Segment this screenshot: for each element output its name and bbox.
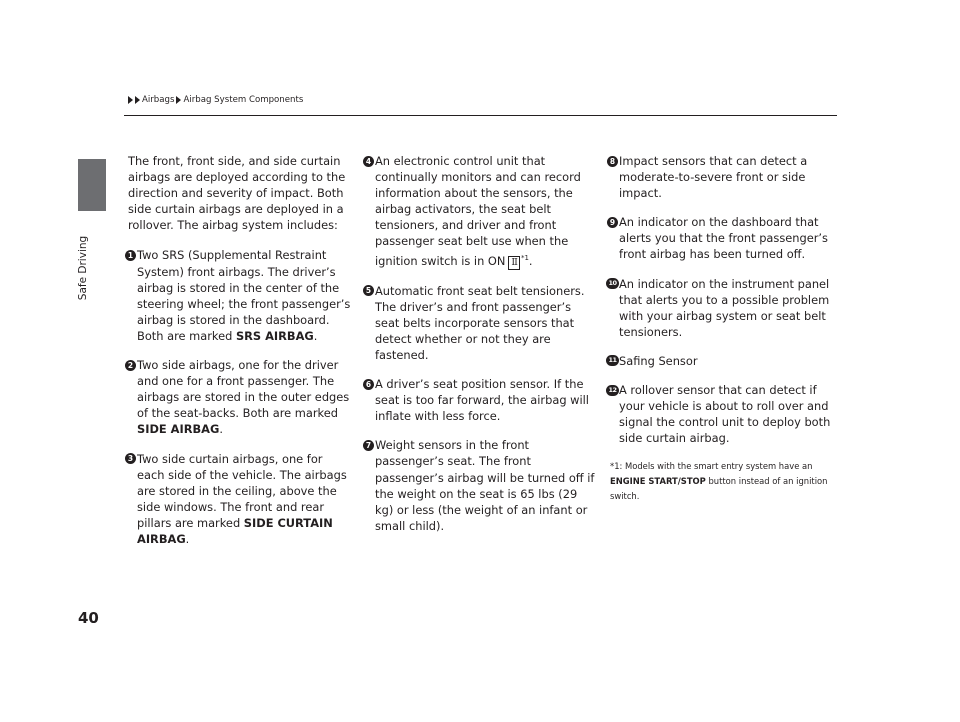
breadcrumb-arrow-icon [135,96,140,104]
item-text: An indicator on the dashboard that alerts you that the front passenger’s front airbag has been turned off. [619,215,828,262]
number-bullet-icon: 5 [363,285,374,296]
footnote [610,459,838,504]
item-text: A rollover sensor that can detect if your vehicle is about to roll over and signal the control unit to deploy both side curtain airbag. [619,383,831,446]
footnote-mark: *1: [610,461,625,472]
breadcrumb-arrow-icon [128,96,133,104]
list-item [610,382,838,446]
item-text: Impact sensors that can detect a moderate-to-severe front or side impact. [619,154,808,201]
number-bullet-icon: 10 [606,278,619,289]
breadcrumb-item-airbags[interactable]: Airbags [142,95,175,105]
number-bullet-icon: 1 [125,250,136,261]
list-item [610,276,838,340]
item-text: Weight sensors in the front passenger’s seat. The front passenger’s airbag will be turned off if the weight on the seat is 65 lbs (29 kg) or less (the weight of an infant or small child). [375,438,595,533]
breadcrumb [128,95,303,105]
number-bullet-icon: 3 [125,453,136,464]
item-tail: . [313,328,318,343]
column-left [128,153,352,560]
list-item [366,153,599,270]
list-item [128,247,352,344]
item-text: An indicator on the instrument panel that alerts you to a possible problem with your airbag system or seat belt tensioners. [619,276,830,339]
list-item [610,153,838,201]
item-text: Automatic front seat belt tensioners. The driver’s and front passenger’s seat belts incorporate sensors that detect whether or not they are fastened. [375,283,585,362]
column-right [610,153,838,504]
header-divider [124,115,837,116]
list-item [610,353,838,369]
item-tail: . [185,531,190,546]
section-side-label: Safe Driving [77,235,89,301]
list-item [366,437,599,534]
footnote-reference[interactable]: *1 [520,253,529,262]
item-text: Two side airbags, one for the driver and one for a front passenger. The airbags are stored in the outer edges of the seat-backs. Both are marked [137,358,350,421]
number-bullet-icon: 2 [125,360,136,371]
list-item [128,357,352,437]
list-item [610,214,838,262]
number-bullet-icon: 9 [607,217,618,228]
footnote-text-end: button instead of an ignition switch. [610,476,828,502]
column-middle [366,153,599,547]
item-tail: . [219,422,223,437]
item-text: Safing Sensor [619,353,698,368]
list-item [366,283,599,363]
number-bullet-icon: 8 [607,156,618,167]
breadcrumb-arrow-icon [176,96,181,104]
number-bullet-icon: 12 [606,385,619,396]
intro-paragraph: The front, front side, and side curtain airbags are deployed according to the direction and severity of impact. Both side curtain airbags are deployed in a rollover. The airbag system includes: [128,154,346,233]
list-item [128,451,352,548]
footnote-button-name: ENGINE START/STOP [610,476,706,487]
number-bullet-icon: 6 [363,379,374,390]
page-number: 40 [78,609,99,627]
item-label-bold: SIDE AIRBAG [137,422,220,437]
item-text: Two side curtain airbags, one for each side of the vehicle. The airbags are stored in the ceiling, above the side windows. The front and rear pillars are marked [137,451,347,530]
section-tab-band [78,159,106,211]
item-label-bold: SIDE CURTAIN AIRBAG [137,515,333,546]
footnote-text: Models with the smart entry system have an [625,461,813,472]
list-item [366,376,599,424]
item-text: Two SRS (Supplemental Restraint System) front airbags. The driver’s airbag is stored in the center of the steering wheel; the front passenger’s airbag is stored in the dashboard. Both are marked [137,248,351,343]
number-bullet-icon: 4 [363,156,374,167]
item-tail: . [528,253,533,268]
number-bullet-icon: 7 [363,440,374,451]
breadcrumb-item-components[interactable]: Airbag System Components [183,95,304,105]
item-text: An electronic control unit that continually monitors and can record information about the sensors, the airbag activators, the seat belt tensioners, and driver and front passenger seat belt use when the ignition switch is in ON [375,154,581,268]
item-text: A driver’s seat position sensor. If the seat is too far forward, the airbag will inflate with less force. [375,377,589,424]
number-bullet-icon: 11 [606,355,619,366]
item-label-bold: SRS AIRBAG [235,328,314,343]
ignition-position-icon: II [508,256,520,270]
